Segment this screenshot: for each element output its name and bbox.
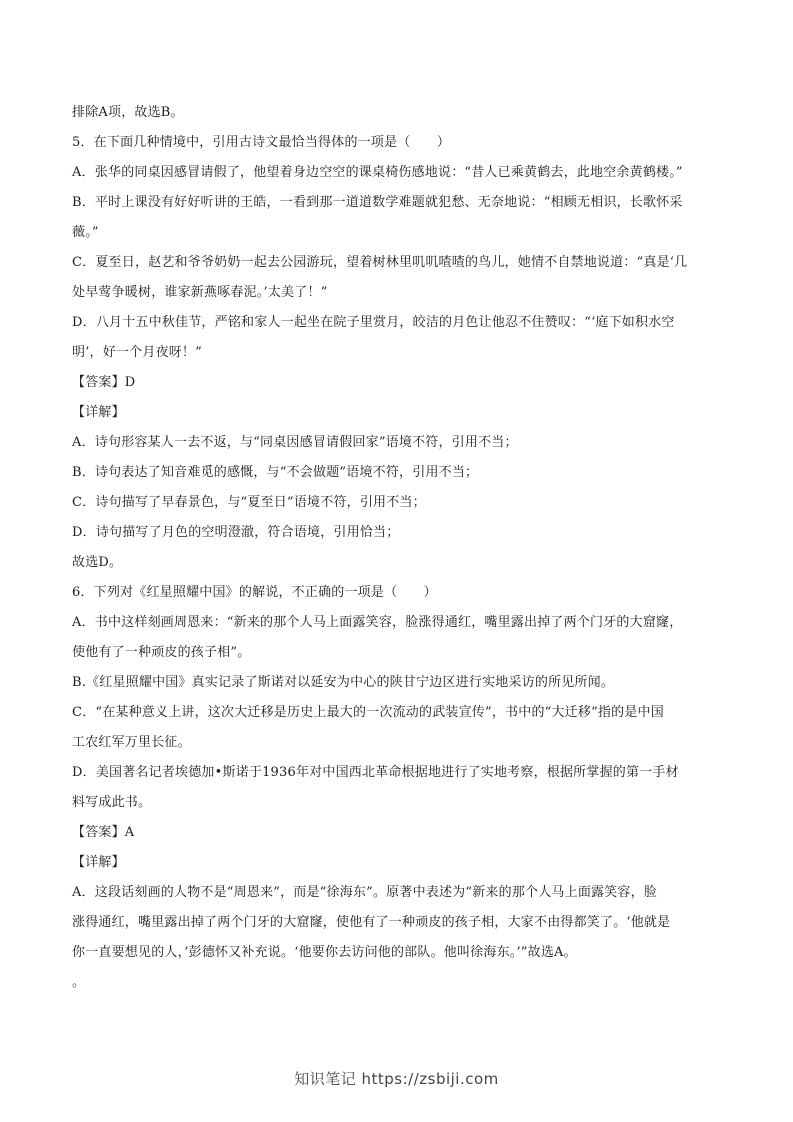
question-6-stem: 6．下列对《红星照耀中国》的解说，不正确的一项是（ ） [72,585,437,600]
question-6-option-a-cont: 使他有了一种顽皮的孩子相”。 [72,645,251,660]
question-6-option-c-cont: 工农红军万里长征。 [72,735,191,750]
question-5-explanation-heading: 【详解】 [72,405,125,420]
question-6-option-b: B.《红星照耀中国》真实记录了斯诺对以延安为中心的陕甘宁边区进行实地采访的所见所闻。 [72,675,615,690]
question-5-conclusion: 故选D。 [72,555,123,570]
question-5-option-b-cont: 薇。” [72,225,99,240]
question-6-explanation-a: A．这段话刻画的人物不是“周恩来”，而是“徐海东”。原著中表述为“新来的那个人马上面露笑容，脸 [72,885,658,900]
question-6-explanation-a-cont1: 涨得通红，嘴里露出掉了两个门牙的大窟窿，使他有了一种顽皮的孩子相，大家不由得都笑了。‘他就是 [72,915,671,930]
question-5-answer: 【答案】D [72,375,136,390]
text-line: 排除A项，故选B。 [72,105,184,120]
question-6-answer: 【答案】A [72,825,135,840]
question-5-option-c-cont: 处早莺争暖树，谁家新燕啄春泥。’太美了！” [72,285,328,300]
question-5-option-a: A．张华的同桌因感冒请假了，他望着身边空空的课桌椅伤感地说：“昔人已乘黄鹤去，此地空余黄鹤楼。” [72,165,683,180]
question-5-option-b: B．平时上课没有好好听讲的王皓，一看到那一道道数学难题就犯愁、无奈地说：“相顾无相识，长歌怀采 [72,195,683,210]
question-6-explanation-heading: 【详解】 [72,855,125,870]
question-6-option-c: C．“在某种意义上讲，这次大迁移是历史上最大的一次流动的武装宣传”，书中的“大迁移”指的是中国 [72,705,664,720]
watermark-footer: 知识笔记 https://zsbiji.com [294,1070,499,1088]
question-5-option-c: C．夏至日，赵艺和爷爷奶奶一起去公园游玩，望着树林里叽叽喳喳的鸟儿，她情不自禁地说道：“真是‘几 [72,255,688,270]
question-5-option-d: D．八月十五中秋佳节，严铭和家人一起坐在院子里赏月，皎洁的月色让他忍不住赞叹：“‘庭下如积水空 [72,315,675,330]
question-5-explanation-a: A．诗句形容某人一去不返，与“同桌因感冒请假回家”语境不符，引用不当； [72,435,518,450]
question-5-stem: 5．在下面几种情境中，引用古诗文最恰当得体的一项是（ ） [72,135,451,150]
question-6-option-d-cont: 料写成此书。 [72,795,152,810]
question-5-option-d-cont: 明’，好一个月夜呀！” [72,345,202,360]
question-5-explanation-c: C．诗句描写了早春景色，与“夏至日”语境不符，引用不当； [72,495,426,510]
question-6-option-d: D．美国著名记者埃德加•斯诺于1936年对中国西北革命根据地进行了实地考察，根据所掌握的第一手材 [72,765,679,780]
question-5-explanation-b: B．诗句表达了知音难觅的感慨，与“不会做题”语境不符，引用不当； [72,465,479,480]
question-6-option-a: A．书中这样刻画周恩来：“新来的那个人马上面露笑容，脸涨得通红，嘴里露出掉了两个门牙的大窟窿， [72,615,683,630]
question-6-explanation-a-cont2: 你一直要想见的人，’彭德怀又补充说。‘他要你去访问他的部队。他叫徐海东。’”故选A。 [72,945,577,960]
document-body [72,98,728,998]
question-5-explanation-d: D．诗句描写了月色的空明澄澈，符合语境，引用恰当； [72,525,400,540]
trailing-mark: 。 [72,975,86,990]
